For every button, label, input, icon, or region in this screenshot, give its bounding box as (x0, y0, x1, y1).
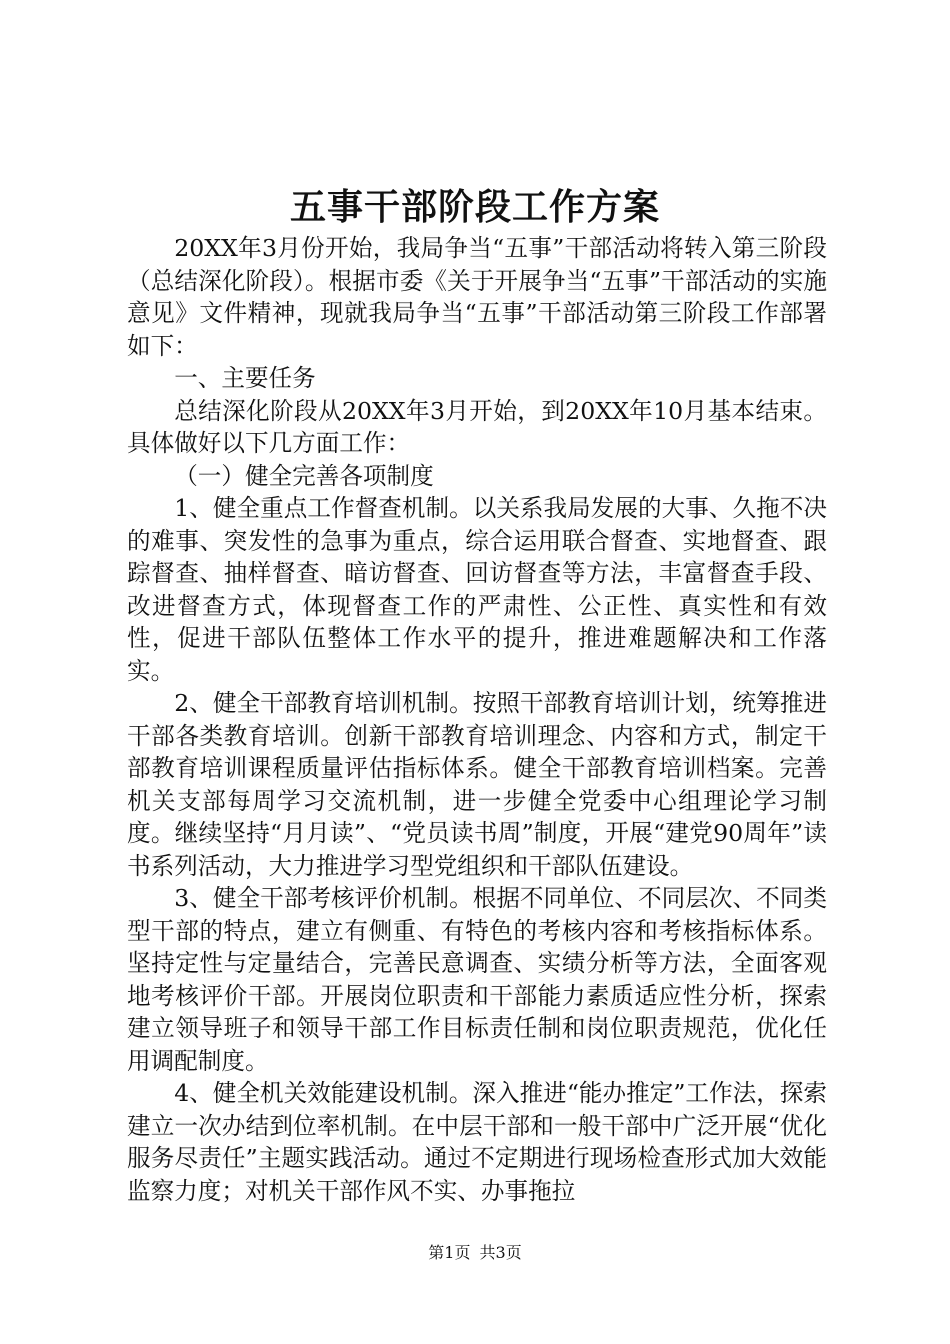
page-footer (0, 1243, 950, 1263)
paragraph-stage-period: 总结深化阶段从20XX年3月开始，到20XX年10月基本结束。具体做好以下几方面工作： (127, 396, 827, 457)
paragraph-item-3: 3、健全干部考核评价机制。根据不同单位、不同层次、不同类型干部的特点，建立有侧重、有特色的考核内容和考核指标体系。坚持定性与定量结合，完善民意调查、实绩分析等方法，全面客观地考核评价干部。开展岗位职责和干部能力素质适应性分析，探索建立领导班子和领导干部工作目标责任制和岗位职责规范，优化任用调配制度。 (127, 884, 827, 1075)
heading-main-tasks: 一、主要任务 (174, 364, 316, 392)
document-title: 五事干部阶段工作方案 (289, 186, 660, 228)
page-number: 第1页 (428, 1243, 471, 1262)
subheading-improve-systems: （一）健全完善各项制度 (174, 461, 434, 490)
paragraph-item-1: 1、健全重点工作督查机制。以关系我局发展的大事、久拖不决的难事、突发性的急事为重点，综合运用联合督查、实地督查、跟踪督查、抽样督查、暗访督查、回访督查等方法，丰富督查手段、改进督查方式，体现督查工作的严肃性、公正性、真实性和有效性，促进干部队伍整体工作水平的提升，推进难题解决和工作落实。 (127, 494, 827, 685)
paragraph-item-4: 4、健全机关效能建设机制。深入推进“能办推定”工作法，探索建立一次办结到位率机制。在中层干部和一般干部中广泛开展“优化服务尽责任”主题实践活动。通过不定期进行现场检查形式加大效能监察力度；对机关干部作风不实、办事拖拉 (127, 1079, 827, 1205)
paragraph-intro: 20XX年3月份开始，我局争当“五事”干部活动将转入第三阶段（总结深化阶段）。根据市委《关于开展争当“五事”干部活动的实施意见》文件精神，现就我局争当“五事”干部活动第三阶段工作部署如下： (127, 234, 827, 360)
page-total: 共3页 (479, 1243, 522, 1262)
paragraph-item-2: 2、健全干部教育培训机制。按照干部教育培训计划，统筹推进干部各类教育培训。创新干部教育培训理念、内容和方式，制定干部教育培训课程质量评估指标体系。健全干部教育培训档案。完善机关支部每周学习交流机制，进一步健全党委中心组理论学习制度。继续坚持“月月读”、“党员读书周”制度，开展“建党90周年”读书系列活动，大力推进学习型党组织和干部队伍建设。 (127, 689, 827, 880)
document-body (127, 232, 827, 1207)
